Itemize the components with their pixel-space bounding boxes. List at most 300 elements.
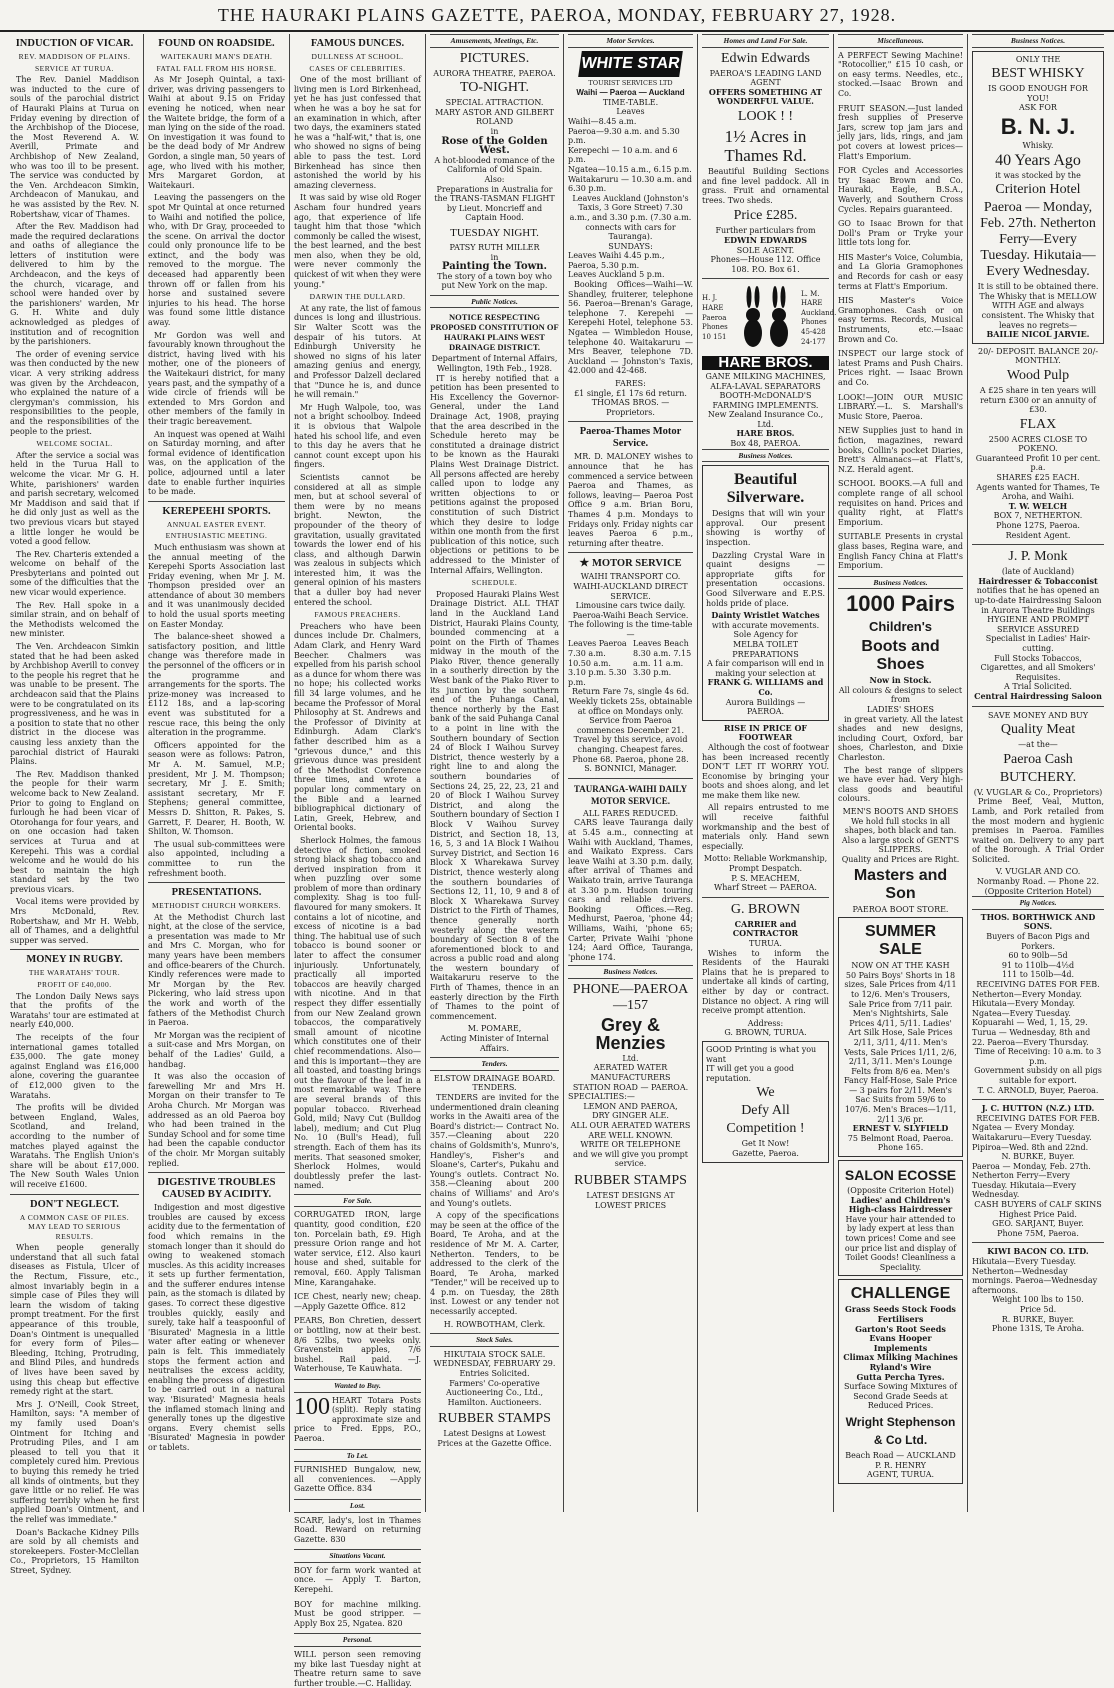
ad-line: GEO. SARJANT, Buyer. <box>992 1219 1084 1229</box>
ad-line: The following is the time-table— <box>568 620 693 639</box>
article-paragraph: Indigestion and most digestive troubles are caused by excess acidity due to the fermentation of food which remains in the stomach longer than it should do owing to weakened stomach muscles. As this acidity increases it sets up further fermentation, and the sufferer endures intense pain, as the stomach is dilated by gases. To correct these digestive troubles quickly, easily and surely, take half a teaspoonful of 'Bisurated' Magnesia in a little water after eating or whenever pain is felt. This immediately stops the ferment action and neutralises the excess acidity, enabling the process of digestion to be carried out in a natural way. 'Bisurated' Magnesia heals the inflamed stomach lining and generally tones up the digestive organs. Every chemist sells 'Bisurated' Magnesia in powder or tablets. <box>148 1203 285 1452</box>
ad-line: Netherton—Every Monday. Hikutaia—Every Monday. Ngatea—Every Tuesday. Kopuarahi — Wed, 1, 15, 29. Turua — Wednesday, 8th and 22. Paeroa—Every Thursday. <box>972 989 1091 1047</box>
subheading: SCHEDULE. <box>471 578 518 588</box>
classified-ad: PEARS, Bon Chretien, dessert or bottling, now at their best. 8/6 52lbs, two weeks only. Gravenstein apples, 7/6 bushel. Rail paid. —J. Waterhouse, Te Kauwhata. <box>294 1316 421 1374</box>
divider <box>568 421 693 422</box>
ad-line: in <box>490 252 499 262</box>
column-1 <box>6 34 144 1575</box>
ad-line: Evans Hooper Implements <box>869 1333 932 1353</box>
section-header: Tenders. <box>430 1057 559 1071</box>
section-header: Business Notices. <box>972 34 1104 48</box>
timetable-line: Leaves <box>616 107 645 117</box>
classified-ad: SCHOOL BOOKS.—A full and complete range of all school requisites on hand. Prices and quality right, at Flatt's Emporium. <box>838 479 963 527</box>
subheading: SERVICE AT TURUA. <box>34 63 115 73</box>
ad-line: Buyers of Bacon Pigs and Porkers. <box>986 932 1090 951</box>
article-paragraph: The usual sub-committees were also appointed, including a committee to run the refreshment booth. <box>148 839 285 878</box>
ad-line: Aurora Buildings — PAEROA. <box>725 697 806 717</box>
sale-line: Entries Solicited. <box>459 1369 530 1379</box>
ad-line: ONLY THE <box>1015 54 1061 64</box>
ad-title: 1000 Pairs <box>846 591 955 617</box>
sale-line: WEDNESDAY, FEBRUARY 29. <box>433 1359 556 1369</box>
article-paragraph: At any rate, the list of famous dunces is long and illustrious. Sir Walter Scott was the despair of his tutors. At Edinburgh University he showed no signs of his later amazing genius and energy, and Professor Dalzell declared that "Dunce he is, and dunce he will remain." <box>294 303 421 400</box>
ad-line: EDWIN EDWARDS <box>724 234 807 245</box>
price-line: 60 to 90lb—5d <box>1008 951 1068 961</box>
article-paragraph: The balance-sheet showed a satisfactory position, and little change was therefore made in the personnel of the officers or in the programme and arrangements for the sports. The prize-money was increased to £112 18s, and a lap-scoring event was substituted for a rescue race, this being the only alteration in the programme. <box>148 632 285 738</box>
article-paragraph: The Rev. Daniel Maddison was inducted to the cure of souls of the parochial district of Hauraki Plains at Turua on Friday evening by direction of the Archbishop of the Diocese, the Most Reverend A. W. Averill, Primate and Archbishop of New Zealand, who was too ill to be present. The service was conducted by the Ven. Archdeacon Simkin, Archdeacon of Manukau, and he was assisted by the Rev. N. Robertshaw, vicar of Thames. <box>10 75 139 219</box>
agent-name: Edwin Edwards <box>720 50 811 66</box>
ad-title: Paeroa — Monday, Feb. 27th. Netherton Ferry—Every Tuesday. Hikutaia—Every Wednesday. <box>980 200 1096 280</box>
subheading: WELCOME SOCIAL. <box>36 439 113 449</box>
ad-line: 20/- DEPOSIT. BALANCE 20/- MONTHLY. <box>977 346 1099 366</box>
classified-ad: SCARF, lady's, lost in Thames Road. Reward on returning Gazette. 830 <box>294 1515 421 1544</box>
ad-line: DRY GINGER ALE. <box>592 1111 669 1121</box>
ad-line: We hold full stocks in all shapes, both black and tan. <box>844 816 957 836</box>
article-paragraph: As Mr Joseph Quintal, a taxi-driver, was driving passengers to Waihi at about 9.15 on Friday evening he noticed, when near the Waitete bridge, the form of a man lying on the side of the road. On investigation it was found to be the dead body of Mr Andrew Gordon, a single man, 50 years of age, who lived with his mother, Mrs Margaret Gordon, at Waitekauri. <box>148 75 285 190</box>
ad-line: Specialist in Ladies' Hair-cutting. <box>985 634 1091 653</box>
ad-line: BOX 7, NETHERTON. <box>993 511 1083 521</box>
ad-line: The story of a town boy who put New York on the map. <box>437 271 552 291</box>
ad-line: Ltd. <box>622 1053 639 1063</box>
sale-items: 50 Pairs Boys' Shorts in 18 sizes, Sale Prices from 4/11 to 12/6. Men's Trousers, Sale Price from 7/11 pair. Men's Nightshirts, Sale Prices 4/11, 5/11. Ladies' Art Silk Hose, Sale Prices 2/11, 3/11, 4/11. Men's Vests, Sale Prices 1/11, 2/6, 2/11, 3/11. Men's Lounge Felts from 8/6 ea. Men's Fancy Half-Hose, Sale Price — 3 pairs for 2/11. Men's Sac Suits from 59/6 to 107/6. Men's Braces—1/11, 2/11 3/6 pr. <box>844 970 957 1124</box>
headline: DIGESTIVE TROUBLES CAUSED BY ACIDITY. <box>157 1177 276 1201</box>
ad-paragraph: Although the cost of footwear has been increased recently DON'T LET IT WORRY YOU. Economise by bringing your boots and shoes along, and let me make them like new. <box>702 742 829 800</box>
ad-title: Paeroa Cash <box>1003 751 1073 767</box>
divider <box>10 949 139 950</box>
ad-line: with accurate movements. <box>711 620 820 630</box>
ad-line: GOOD Printing is what you want <box>706 1044 817 1064</box>
article-paragraph: The Ven. Archdeacon Simkin stated that he had been asked by Archbishop Averill to convey to the people his regret that he was unable to be present. The archdeacon said that the Plains were to be congratulated on its progressiveness, and he was in a position to state that no other district in the diocese was causing less anxiety than the parochial district of Hauraki Plains. <box>10 642 139 767</box>
ad-line: Central Hairdressing Saloon <box>974 690 1102 701</box>
ad-line: Normanby Road. — Phone 22. <box>976 877 1100 887</box>
masthead <box>0 0 1114 32</box>
tender-line: H. ROWBOTHAM, Clerk. <box>443 1319 546 1329</box>
classified-ad: HIS Master's Voice, Columbia, and La Gloria Gramophones and Records for cash or easy terms at Flatt's Emporium. <box>838 252 963 291</box>
ad-line: RECEIVING DATES FOR FEB. <box>976 980 1100 989</box>
ad-title: Wood Pulp <box>1006 367 1070 383</box>
ad-title: 40 Years Ago <box>995 151 1081 169</box>
ad-title: Children's <box>868 619 933 635</box>
hare-rabbits-icon <box>731 283 801 353</box>
ad-line: ASK FOR <box>1019 103 1057 113</box>
column-5 <box>564 34 698 1512</box>
headline: FAMOUS DUNCES. <box>310 38 405 49</box>
article-paragraph: The London Daily News says that the profits of the Waratahs' tour are estimated at nearly £40,000. <box>10 991 139 1030</box>
ad-line: FARMING IMPLEMENTS. <box>712 400 819 410</box>
section-header: Business Notices. <box>702 449 829 463</box>
classified-ad: LOOK!—JOIN OUR MUSIC LIBRARY.—L. S. Marshall's Music Store, Paeroa. <box>838 392 963 421</box>
timetable-title: TIME-TABLE. <box>602 97 659 107</box>
headline: DON'T NEGLECT. <box>30 1198 119 1210</box>
classified-ad: GO to Isaac Brown for that Doll's Pram or Tryke your little tots long for. <box>838 219 963 248</box>
ad-title: CHALLENGE <box>850 1285 951 1303</box>
ad-line: LATEST DESIGNS AT LOWEST PRICES <box>586 1191 675 1210</box>
ad-title: Competition ! <box>726 1121 805 1137</box>
hare-left-contact: H. J. HARE Paeroa Phones 10 151 <box>702 294 728 341</box>
ad-line: PATSY RUTH MILLER <box>449 242 540 252</box>
subheading: FAMOUS PREACHERS. <box>314 610 401 620</box>
ad-line: Ngatea — Every Monday. Waitakaruru—Every Tuesday. Pipiroa—Wed. 8th and 22nd. <box>972 1123 1092 1152</box>
ad-line: Ladies' and Children's High-class Hairdresser <box>848 1194 953 1215</box>
ad-line: Weekly tickets 25s, obtainable at office on Mondays only. <box>568 697 693 716</box>
article-paragraph: Leaving the passengers on the spot Mr Quintal at once returned to Waihi and notified the police, who, with Dr Gray, proceeded to the scene. On arrival the doctor could only pronounce life to be extinct, and the body was removed to the morgue. The deceased had apparently been thrown off or fallen from his horse and sustained severe injuries to his head. The horse was found some little distance away. <box>148 193 285 328</box>
classified-ad: SUITABLE Presents in crystal glass bases, Regina ware, and English Fancy China at Flatt's Emporium. <box>838 532 963 571</box>
ad-line: ALL FARES REDUCED. <box>582 808 679 818</box>
article-paragraph: Mr Morgan was the recipient of a suit-case and Mrs Morgan, on behalf of the Ladies' Guild, a handbag. <box>148 1030 285 1069</box>
ad-title: Beautiful Silverware. <box>726 471 805 507</box>
classified-ad: BOY for machine milking. Must be good stripper. — Apply Box 25, Ngatea. 820 <box>294 1599 421 1628</box>
ad-line: Government subsidy on all pigs suitable for export. <box>974 1066 1102 1085</box>
price-line: 111 to 150lb—4d. <box>1001 970 1075 980</box>
ad-line: Box 48, PAEROA. <box>730 439 801 449</box>
ad-line: A hot-blooded romance of the California of Old Spain. <box>434 155 555 175</box>
company-name: Grey & Menzies <box>595 1014 666 1053</box>
price: Price £285. <box>733 208 798 224</box>
divider <box>148 501 285 502</box>
ad-line: Have your hair attended to by lady expert at less than town prices! Come and see our price list and display of Toilet Goods! Cleanliness a Speciality. <box>844 1214 957 1272</box>
article-paragraph: The order of evening service was then conducted by the new vicar. A very striking address was given by the Archdeacon, who explained the nature of a clergyman's commission, his responsibilities to the people, and the responsibilities of the people to the priest. <box>10 349 139 436</box>
ad-line: Highest Price Paid. <box>999 1209 1077 1219</box>
section-header: Business Notices. <box>568 965 693 979</box>
ad-line: P. S. MEACHEM, <box>731 873 800 883</box>
ad-text: HEART Totara Posts (split). Reply stating approximate size and price to Fred. Epps, P.O., Paeroa. <box>294 1395 421 1443</box>
section-header: Public Notices. <box>430 295 559 309</box>
ad-line: MANUFACTURERS <box>590 1073 671 1083</box>
column-2 <box>144 34 290 1512</box>
ad-line: HARE BROS. <box>736 428 795 439</box>
ad-line: Grass Seeds Stock Foods Fertilisers <box>845 1304 956 1324</box>
logo-subtitle: TOURIST SERVICES LTD <box>588 78 673 87</box>
ad-line: MELBA TOILET PREPARATIONS <box>732 639 799 659</box>
classified-ad: BOY for farm work wanted at once. — Apply T. Barton, Kerepehi. <box>294 1565 421 1595</box>
subheading: CASES OF CELEBRITIES. <box>309 63 406 73</box>
classified-ad: ICE Chest, nearly new; cheap.—Apply Gazette Office. 812 <box>294 1292 421 1311</box>
film-title: Rose of the Golden West. <box>441 135 548 157</box>
ad-paragraph: in great variety. All the latest shades and new designs, including Court, Oxford, bar shoes, Charleston, and Dixie Charleston. <box>838 714 963 763</box>
ad-line: T. W. WELCH <box>1008 500 1068 511</box>
theatre-name: AURORA THEATRE, PAEROA. <box>433 68 556 78</box>
notice-line: Department of Internal Affairs, Wellington, 19th Feb., 1928. <box>431 354 558 374</box>
ad-line: V. VUGLAR AND CO. <box>995 867 1081 877</box>
divider <box>702 278 829 279</box>
hare-bros-logo: HARE BROS. <box>702 356 829 370</box>
notice-paragraph: Proposed Hauraki Plains West Drainage District. ALL THAT land in the Auckland Land District, Hauraki Plains County, bounded commencing at a point on the Firth of Thames midway in the mouth of the Piako River, thence generally in a southerly direction by the West bank of the Piako River to its junction by the southern end of the Puhanga Canal, thence northerly by the East bank of the said Puhanga Canal to a point in line with the Southern boundary of Section 24 of Block I Waihou Survey District, thence westerly by a right line to and along the southern boundaries of Sections 24, 25, 22, 23, 21 and 20 of Block I Waihou Survey District, and along the Southern boundary of Section I Block V Waihou Survey District, and Section 18, 13, 16, 5, 3 and 1A Block I Waihou Survey District, and Section 16 Block X Wharekawa Survey District, thence westerly along the southern boundaries of Sections 12, 11, 10, 9 and 8 of Block X Wharekawa Survey District to the Firth of Thames, thence generally north westerly along the western boundary of Section 8 of the aforementioned block to and across a public road and along the western boundary of Waitakaruru reserve to the Firth of Thames, thence in an easterly direction by the Firth of Thames to the point of commencement. <box>430 589 559 1021</box>
divider <box>568 778 693 779</box>
ad-line: A fair comparison will end in making your selection at <box>706 659 825 678</box>
ad-line: SOLE AGENT. <box>736 245 795 255</box>
section-header: Situations Vacant. <box>294 1549 421 1563</box>
article-paragraph: The Rev. Hall spoke in a similar strain, and on behalf of the Methodists welcomed the new minister. <box>10 600 139 639</box>
ad-line: The Whisky that is MELLOW WITH AGE and always consistent. The Whisky that leaves no regrets— <box>979 291 1097 330</box>
ad-line: Return Fare 7s, single 4s 6d. <box>571 687 690 697</box>
subheading: WAITEKAURI MAN'S DEATH. <box>160 52 273 61</box>
divider <box>568 552 693 553</box>
ad-line: P. R. HENRY <box>875 1460 926 1470</box>
salon-ad <box>838 1160 963 1276</box>
fares-value: £1 single, £1 17s 6d return. <box>574 388 687 398</box>
notice-paragraph: IT is hereby notified that a petition has been presented to His Excellency the Governor-General, under the Land Drainage Act, 1908, praying that the area described in the Schedule hereto may be constituted a drainage district to be known as the Hauraki Plains West Drainage District. All persons affected are hereby called upon to lodge any written objections to or petitions against the proposed constitution of such District which they desire to lodge within one month from the first publication of this notice, such objections or petitions to be addressed to the Minister of Internal Affairs, Wellington. <box>430 373 559 575</box>
subheading: PROFIT OF £40,000. <box>37 980 112 990</box>
ad-line: A £25 share in ten years will return £300 or an annuity of £30. <box>979 385 1097 415</box>
column-8 <box>968 34 1108 1512</box>
article-paragraph: Mr Gordon was well and favourably known throughout the district, having lived with his mother, one of the pioneers of the Waitekauri district, for many years past, and the sympathy of a wide circle of friends will be extended to Mrs Gordon and other members of the family in their tragic bereavement. <box>148 330 285 426</box>
section-header: Motor Services. <box>568 34 693 48</box>
white-star-logo: WHITE STAR <box>578 51 683 77</box>
ad-line: WAIHI TRANSPORT CO. <box>580 572 681 582</box>
ad-line: J. C. HUTTON (N.Z.) LTD. <box>981 1103 1095 1114</box>
ad-title: RISE IN PRICE OF FOOTWEAR <box>723 722 808 743</box>
tender-paragraph: A copy of the specifications may be seen at the office of the Board, Te Aroha, and at the residence of Mr M. A. Carter, Netherton. Tenders, to be addressed to the clerk of the Board, Te Aroha, marked "Tender," will be received up to 4 p.m. on Tuesday, the 28th inst. Lowest or any tender not necessarily accepted. <box>430 1211 559 1317</box>
ad-line: in <box>490 126 499 136</box>
ad-line: Sole Agency for <box>733 630 798 640</box>
article-paragraph: Preachers who have been dunces include Dr. Chalmers, Adam Clark, and Henry Ward Beecher. Chalmers was expelled from his parish school as a dunce for whom there was no hope; his collected works fill 34 large volumes, and he became the Professor of Moral Philosophy at St. Andrews and the Professor of Divinity at Edinburgh. Adam Clark's father described him as a "grievous dunce," and this grievous dunce was president of the Methodist Conference three times, and wrote a popular long commentary on the Bible and a learned bibliographical dictionary of Latin, Greek, Hebrew, and Oriental books. <box>294 621 421 833</box>
ad-line: Full Stocks Tobaccos, Cigarettes, and all Smokers' Requisites. <box>980 653 1096 682</box>
ad-line: Hikutaia—Every Tuesday. Netherton—Wednesday mornings. Paeroa—Wednesday afternoons. <box>972 1257 1098 1295</box>
subheading: ANNUAL EASTER EVENT. <box>166 519 267 529</box>
route: Waihi — Paeroa — Auckland <box>576 88 685 98</box>
ad-line: STATION ROAD — PAEROA. <box>572 1082 689 1092</box>
ad-line: Price 5d. <box>1019 1305 1057 1314</box>
classified-ad: FOR Cycles and Accessories try Isaac Brown and Co. Hauraki, Eagle, B.S.A., Waverly, and Southern Cross Cycles. Repairs guaranteed. <box>838 166 963 214</box>
timetable-line: Leaves Waihi 4.45 p.m., Paeroa, 5.30 p.m. <box>568 251 665 270</box>
article-paragraph: Doan's Backache Kidney Pills are sold by all chemists and storekeepers. Foster-McClellan Co., Proprietors, 15 Hamilton Street, Sydney. <box>10 1527 139 1575</box>
ad-line: notifies that he has opened an up-to-date Hairdressing Saloon in Aurora Theatre Buildings HYGIENE AND PROMPT SERVICE ASSURED <box>974 586 1102 634</box>
section-header: Wanted to Buy. <box>294 1379 421 1393</box>
ad-line: BAILIE NICOL JARVIE. <box>986 329 1090 340</box>
ad-title: Boots and Shoes <box>861 638 940 674</box>
property-title: 1½ Acres in Thames Rd. <box>724 126 807 165</box>
ad-title: TUESDAY NIGHT. <box>450 226 539 239</box>
classified-ad: FRUIT SEASON.—Just landed fresh supplies of Preserve Jars, screw top jam jars and jelly jars, lids, rings, and jam pot covers at lowest prices—Flatt's Emporium. <box>838 103 963 161</box>
ad-line: CARRIER and CONTRACTOR <box>732 918 799 939</box>
phone-heading: PHONE—PAEROA —157 <box>572 981 689 1013</box>
timetable <box>568 639 693 687</box>
ad-line: Phone 127S, Paeroa. <box>996 521 1080 531</box>
ad-line: Resident Agent. <box>1005 530 1071 540</box>
ad-line: WAIHI-AUCKLAND DIRECT SERVICE. <box>573 581 688 601</box>
subheading: A COMMON CASE OF PILES. MAY LEAD TO SERIOUS RESULTS. <box>19 1212 130 1241</box>
proprietor: THOMAS BROS. — Proprietors. <box>591 398 670 417</box>
ad-line: Also: <box>484 174 505 184</box>
article-paragraph: Much enthusiasm was shown at the annual meeting of the Kerepehi Sports Association last Friday evening, when Mr J. M. Thompson presided over an attendance of about 30 members and it was unanimously decided to hold the usual sports meeting on Easter Monday. <box>148 542 285 629</box>
column-6 <box>698 34 837 1512</box>
star-icon: ★ <box>579 557 593 570</box>
timetable-line: Ngatea—10.15 a.m., 6.15 p.m. <box>568 164 692 174</box>
divider <box>972 544 1104 545</box>
column-4 <box>426 34 564 1512</box>
ad-title: G. BROWN <box>730 901 801 917</box>
ad-line: Wharf Street — PAEROA. <box>714 883 817 893</box>
ad-line: S. BONNICI, Manager. <box>584 764 677 774</box>
ad-paragraph: Beautiful Building Sections and fine level paddock. All in grass. Fruit and ornamental trees. Two sheds. <box>702 166 829 205</box>
article-paragraph: After the service a social was held in the Turua Hall to welcome the vicar. Mr G. H. White, parishioners' warden and parish secretary, welcomed Mr Maddison and said that if he did only just as well as the two previous vicars but stayed a little longer he would be voted a good fellow. <box>10 450 139 547</box>
divider <box>148 882 285 883</box>
ad-line: Agents wanted for Thames, Te Aroha, and Waihi. <box>976 482 1100 502</box>
ad-line: SPECIALTIES:— <box>568 1092 635 1102</box>
section-header: Lost. <box>294 1499 421 1513</box>
ad-line: R. BURKE, Buyer. <box>1001 1314 1075 1324</box>
ad-line: MEN'S BOOTS AND SHOES <box>842 807 959 816</box>
ad-line: BOOTH-McDONALD'S <box>719 391 812 401</box>
subheading: FATAL FALL FROM HIS HORSE. <box>156 63 277 73</box>
tender-paragraph: TENDERS are invited for the undermentioned drain cleaning works in the Awaiti area of the Board's district:— Contract No. 357.—Cleaning about 220 chains of Goldsmith's, Munro's, Handley's, Fisher's and Sloane's, Carter's, Pukahu and Young's outlets. Contract No. 358.—Cleaning about 200 chains of Williams' and Aro's and Young's outlets. <box>430 1093 559 1208</box>
ad-title: J. P. Monk <box>1008 549 1068 565</box>
ad-line: TURUA. <box>749 939 782 948</box>
article-paragraph: After the Rev. Maddison had made the required declarations and oaths of allegiance the letters of institution were delivered to him by the Archdeacon, and the keys of the church, vicarage, and school were handed over by the parishioners' warden, Mr G. H. White and duly acknowledged as pledges of institution and of recognition by the parishioners. <box>10 222 139 347</box>
ad-line: All colours & designs to select from <box>838 685 963 705</box>
ad-line: (Opposite Criterion Hotel) <box>847 1186 954 1196</box>
ad-title: TO-NIGHT. <box>459 80 530 96</box>
ad-title: LOOK ! ! <box>737 108 794 124</box>
ad-line: GANE MILKING MACHINES, <box>705 371 826 381</box>
headline: MONEY IN RUGBY. <box>26 954 123 966</box>
ad-line: Preparations in Australia for the TRANS-TASMAN FLIGHT by Lieut. Moncrieff and Captain Hood. <box>434 184 555 223</box>
ad-line: and we will give you prompt service. <box>573 1149 688 1169</box>
ad-paragraph: CARS leave Tauranga daily at 5.45 a.m., connecting at Waihi with Auckland, Thames, and Waikato Express. Cars leave Waihi at 3.30 p.m. daily, after arrival of Thames and Waikato train, arrive Tauranga at 3.30 p.m. Hudson touring cars and reliable drivers. Booking Offices.—Reg. Medhurst, Paeroa, 'phone 44; Williams, Waihi, 'phone 65; Carter, Private Waihi 'phone 124; Aard Office, Tauranga, 'phone 174. <box>568 818 693 962</box>
printing-ad <box>702 1041 829 1163</box>
ad-line: SAVE MONEY AND BUY <box>987 710 1089 720</box>
ad-line: Ryland's Wire <box>869 1361 932 1372</box>
section-header: To Let. <box>294 1449 421 1463</box>
tender-title: ELSTOW DRAINAGE BOARD. <box>433 1073 556 1083</box>
divider <box>702 897 829 898</box>
timetable-line: Kerepechi — 10 a.m. and 6 p.m. <box>568 145 678 165</box>
hare-right-contact: L. M. HARE Auckland. Phones 45-428 24-177 <box>801 289 837 346</box>
ad-title: Paeroa-Thames Motor Service. <box>579 426 682 450</box>
ad-number: 100 <box>294 1393 330 1420</box>
section-header: Stock Sales. <box>430 1333 559 1347</box>
ad-title: SUMMER SALE <box>864 923 937 959</box>
ad-line: Quality and Prices are Right. <box>841 854 960 864</box>
price-line: 91 to 110lb—4½d <box>1001 960 1075 970</box>
ad-paragraph: All repairs entrusted to me will receive faithful workmanship and the best of materials only. Hand sewn especially. <box>702 803 829 851</box>
ad-line: CASH BUYERS of CALF SKINS <box>974 1200 1102 1210</box>
ad-line: KIWI BACON CO. LTD. <box>987 1246 1089 1257</box>
ad-line: Service from Paeroa commences December 21. <box>576 716 685 735</box>
ad-line: SPECIAL ATTRACTION. <box>445 98 544 108</box>
page-columns <box>6 34 1108 1688</box>
ad-line: Garton's Root Seeds <box>855 1323 946 1334</box>
ad-title: Wright Stephenson & Co Ltd. <box>845 1414 956 1447</box>
ad-paragraph: Designs that will win your approval. Our present showing is worthy of inspection. <box>706 509 825 548</box>
classified-ad: WILL person seen removing my bike last Tuesday night at Theatre return same to save further trouble.—C. Halliday. <box>294 1650 421 1688</box>
article-paragraph: Sherlock Holmes, the famous detective of fiction, smoked strong black shag tobacco and derived inspiration from it when puzzling over some problem of more than ordinary complexity. Shag is too full-flavoured for many smokers. It contains a lot of nicotine, and excess of nicotine is a bad thing. The habitual use of such tobacco is bound sooner or later to affect the consumer injuriously. Unfortunately, practically all imported tobaccos are heavily charged with nicotine. And in that respect they differ essentially from our New Zealand grown tobaccos, the comparatively small amount of nicotine which constitutes one of their chief recommendations. Also—and this is important—they are all toasted, and toasting brings out the flavour of the leaf in a most remarkable way. There are several brands of this popular tobacco. Riverhead Gold, mild; Navy Cut (Bulldog label), medium; and Cut Plug No. 10 (Bull's Head), full strength. Each of them has its merits. That seasoned smoker, Sherlock Holmes, would doubtlessly prefer the last-named. <box>294 835 421 1191</box>
ad-line: ALL OUR AERATED WATERS ARE WELL KNOWN. <box>570 1121 691 1140</box>
ad-line: IT will get you a good reputation. <box>706 1064 794 1083</box>
ad-line: Phone 68. Paeroa, phone 28. <box>572 754 689 764</box>
ad-line: Limousine cars twice daily. <box>575 601 686 611</box>
article-paragraph: An inquest was opened at Waihi on Saturday morning, and after formal evidence of identification was, on the application of the police, adjourned until a later date to enable further inquiries to be made. <box>148 429 285 497</box>
hare-bros-header <box>702 283 837 353</box>
notice-line: M. POMARE, <box>467 1024 522 1034</box>
divider <box>148 1172 285 1173</box>
ad-paragraph: Dazzling Crystal Ware in quaint designs — appropriate gifts for presentation occasions. Good Silverware and E.P.S. holds pride of place. <box>706 550 825 608</box>
ad-line: Phone 131S, Te Aroha. <box>991 1324 1085 1334</box>
ad-line: N. BURKE, Buyer. <box>1001 1152 1075 1162</box>
ad-line: T. C. ARNOLD, Buyer, Paeroa. <box>977 1085 1099 1095</box>
ad-line: —at the— <box>1018 740 1058 750</box>
timetable-line: Leaves Auckland 5 p.m. <box>568 270 665 280</box>
section-header: Miscellaneous. <box>838 34 963 48</box>
ad-line: it was stocked by the <box>995 170 1081 180</box>
article-paragraph: Officers appointed for the season were as follows: Patron, Mr A. M. Samuel, M.P.; president, Mr J. M. Thompson; secretary, Mr J. E. Smith; assistant secretary, Mr F. Stephens; general committee, Messrs D. Shitton, R. Pakes, S. Garrett, F. Dearer, H. Booth, W. Shilton, W. Thomson. <box>148 740 285 837</box>
notice-line: Acting Minister of Internal Affairs. <box>440 1034 549 1053</box>
ad-line: (Opposite Criterion Hotel) <box>984 886 1092 896</box>
ad-line: Address: <box>747 1018 784 1028</box>
booking-offices: Booking Offices—Waihi—W. Shandley, fruiterer, telephone 56. Paeroa—Brenan's Garage, telephone 7. Kerepehi — Kerepehi Hotel, telephone 53. Ngatea — Wimbledon House, telephone 40. Waitakaruru —Mrs Beaver, telephone 7D. Auckland — Johnston's Taxis, 42.000 and 42-468. <box>568 280 693 376</box>
ad-line: RECEIVING DATES FOR FEB. <box>976 1113 1100 1123</box>
classified-ad: CORRUGATED IRON, large quantity, good condition, £20 ton. Porcelain bath, £9. High pressure Orion range and hot water service, £12. Also kauri house and shed, suitable for removal, £60. Apply Talisman Mine, Karangahake. <box>294 1210 421 1287</box>
divider <box>972 1099 1104 1100</box>
ad-line: ALFA-LAVAL SEPARATORS <box>710 381 821 391</box>
ad-line: OFFERS SOMETHING AT WONDERFUL VALUE. <box>708 86 823 107</box>
headline: PRESENTATIONS. <box>171 887 262 899</box>
notice-title: NOTICE RESPECTING PROPOSED CONSTITUTION OF HAURAKI PLAINS WEST DRAINAGE DISTRICT. <box>430 312 559 353</box>
section-header: Pig Notices. <box>972 896 1104 910</box>
ad-title: BEST WHISKY <box>991 66 1085 82</box>
article-paragraph: One of the most brilliant of living men is Lord Birkenhead, yet he has just confessed that when he was a boy he sat for an examination in which, after two days, the examiners stated he was a "half-wit," that is, one who showed no signs of being able to pass the test. Lord Birkenhead has since then astonished the world by his amazing cleverness. <box>294 75 421 190</box>
classified-ad: A PERFECT Sewing Machine! "Rotocollier," £15 10 cash, or on easy terms. Needles, etc., stocked.—Isaac Brown and Co. <box>838 50 963 98</box>
headline: FOUND ON ROADSIDE. <box>158 38 275 49</box>
article-paragraph: Mrs J. O'Neill, Cook Street, Hamilton, says: "A member of my family used Doan's Ointment for Itching and Protruding Piles, and I am pleased to tell you that it completely cured him. Previous to buying this remedy he tried all kinds of ointments, but they gave little or no relief. He was suffering terribly when he first applied Doan's Ointment, and the relief was immediate." <box>10 1399 139 1524</box>
ad-title: Criterion Hotel <box>995 182 1081 198</box>
subheading: ENTHUSIASTIC MEETING. <box>165 531 268 541</box>
ad-line: IS GOOD ENOUGH FOR YOU! <box>988 84 1088 103</box>
ad-paragraph: The best range of slippers we have ever had. Very high-class goods and beautiful colours. <box>838 765 963 804</box>
ad-line: Now in Stock. <box>869 675 932 686</box>
ad-line: Time of Receiving: 10 a.m. to 3 p.m. <box>974 1047 1102 1066</box>
ad-line: New Zealand Insurance Co., Ltd. <box>707 410 824 429</box>
ad-line: It is still to be obtained there. <box>977 282 1099 292</box>
article-paragraph: It was also the occasion of farewelling Mr and Mrs H. Morgan on their transfer to Te Aroha Church. Mr Morgan was addressed as an old Paeroa boy who had been trained in the Sunday School and for some time had been the capable conductor of the choir. Mr Morgan suitably replied. <box>148 1072 285 1168</box>
ad-title: Masters and Son <box>853 866 948 902</box>
ad-title: We <box>756 1085 775 1101</box>
ad-line: Latest Designs at Lowest Prices at the Gazette Office. <box>437 1429 552 1448</box>
ad-title: SALON ECOSSE <box>844 1167 957 1184</box>
classified-ad: HIS Master's Voice Gramophones. Cash or on easy terms. Records, Musical Instruments, etc.—Isaac Brown and Co. <box>838 296 963 344</box>
ad-paragraph: Prime Beef, Veal, Mutton, Lamb, and Pork retailed from the most modern and hygienic premises in Paeroa. Families waited on. Delivery to any part of the Borough. A Trial Order Solicited. <box>972 797 1104 864</box>
ad-line: Paeroa-Waihi Beach Service. <box>572 610 689 620</box>
ad-line: Paeroa — Monday, Feb. 27th. Netherton Ferry—Every Tuesday. Hikutaia—Every Wednesday. <box>972 1161 1091 1200</box>
column-7 <box>834 34 968 1512</box>
article-paragraph: At the Methodist Church last night, at the close of the service, a presentation was made to Mr and Mrs C. Morgan, who for many years have been members and office-bearers of the Church. Kindly references were made to Mr Morgan by the Rev. Pickering, who laid stress upon the work and worth of the fathers of the Methodist Church in Paeroa. <box>148 912 285 1028</box>
article-paragraph: The Rev. Charteris extended a welcome on behalf of the Presbyterians and pointed out some of the difficulties that the new vicar would experience. <box>10 549 139 598</box>
ad-title: Defy All <box>741 1103 790 1119</box>
ad-line: Get It Now! <box>741 1139 790 1149</box>
article-paragraph: Vocal items were provided by Mrs McDonald, Rev. Robertshaw, and Mr H. Webb, all of Thames, and a delightful supper was served. <box>10 897 139 945</box>
section-header: Personal. <box>294 1633 421 1647</box>
subheading: THE WARATAHS' TOUR. <box>28 968 121 978</box>
timetable-right: Leaves Beach 8.30 a.m. 7.15 a.m. 11 a.m. 3.30 p.m. <box>633 639 692 678</box>
timetable-line: SUNDAYS: <box>608 241 653 251</box>
ad-line: NOW ON AT THE KASH <box>851 961 950 971</box>
classified-ad: FURNISHED Bungalow, new, all conveniences. —Apply Gazette Office. 834 <box>294 1465 421 1494</box>
ad-line: Guaranteed Profit 10 per cent. p.a. <box>975 453 1101 473</box>
divider <box>972 706 1104 707</box>
ad-line: Hairdresser & Tobacconist <box>978 575 1098 586</box>
challenge-ad <box>838 1279 963 1483</box>
divider <box>10 1194 139 1195</box>
article-paragraph: The Rev. Maddison thanked the people for their warm welcome back to New Zealand. Prior to going to England on furlough he had been vicar of Otorohanga for four years, and on one occasion had taken services at Turua and at Kerepehi. This was a cordial welcome and he would do his best to maintain the high standard set by the two previous vicars. <box>10 769 139 894</box>
tender-line: TENDERS. <box>472 1083 517 1093</box>
ad-line: PAEROA BOOT STORE. <box>852 904 949 914</box>
ad-line: ERNEST V. SLYFIELD <box>852 1123 949 1134</box>
ad-line: WRITE OR TELEPHONE <box>580 1140 681 1150</box>
ad-line: Weight 100 lbs to 150. <box>992 1295 1084 1305</box>
ad-line: PAEROA'S LEADING LAND AGENT <box>709 68 822 88</box>
ad-line: 2500 ACRES CLOSE TO POKENO. <box>988 434 1088 454</box>
subheading: DULLNESS AT SCHOOL. <box>311 52 404 61</box>
ad-title: PICTURES. <box>459 50 530 66</box>
